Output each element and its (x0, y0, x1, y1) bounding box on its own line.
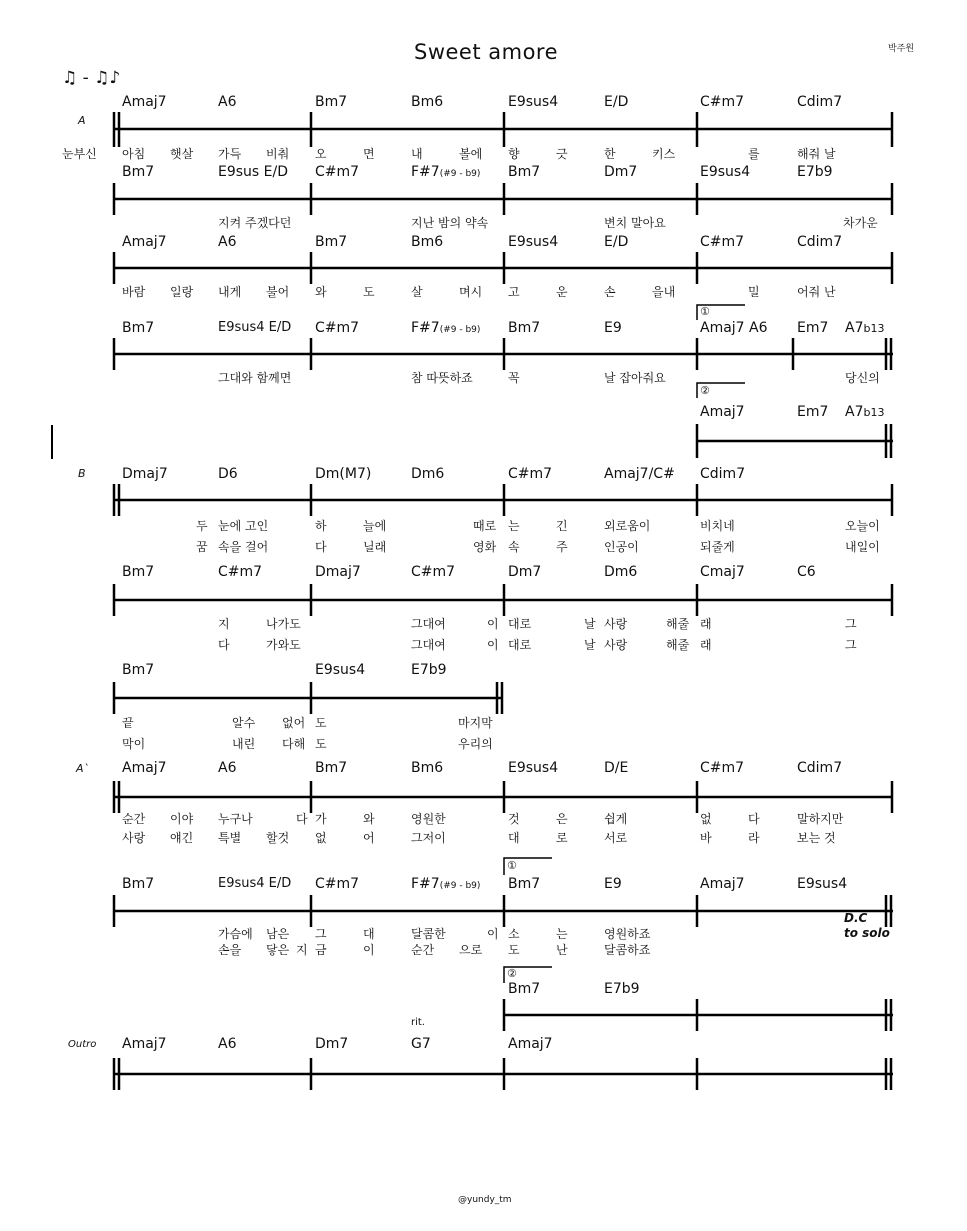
lyric: 지난 밤의 약속 (411, 216, 489, 230)
chord: E9 (604, 876, 622, 892)
lyric: 도 (315, 716, 327, 730)
lyric: 와 (315, 285, 327, 299)
volta-2-number: ② (507, 967, 517, 980)
lyric: 다 (748, 812, 760, 826)
lyric: 눈부신 (62, 147, 97, 161)
lyric: 차가운 (843, 216, 878, 230)
chord: C#m7 (411, 564, 456, 580)
chord: E9sus4 (508, 234, 559, 250)
chord: Dm7 (604, 164, 638, 180)
lyric: 순간 (411, 943, 435, 957)
chord-extension: (#9 - b9) (439, 169, 481, 179)
lyric: 바람 (122, 285, 146, 299)
chord: Cdim7 (700, 466, 746, 482)
chord: C#m7 (700, 234, 745, 250)
lyric: 와 (363, 812, 375, 826)
lyric: 를 (748, 147, 760, 161)
lyric: 내일이 (845, 540, 880, 554)
lyric: 막이 (122, 737, 146, 751)
chord: Bm6 (411, 760, 444, 776)
lyric: 쉽게 (604, 812, 628, 826)
lyric: 변치 말아요 (604, 216, 666, 230)
chord: A6 (218, 234, 237, 250)
chord: Bm7 (122, 876, 155, 892)
lyric: 나가도 (266, 617, 301, 631)
lyric: 순간 (122, 812, 146, 826)
lyric: 이 (487, 617, 499, 631)
lyric: 일랑 (170, 285, 194, 299)
lyric: 난 (556, 943, 568, 957)
chord: Dm(M7) (315, 466, 372, 482)
lyric: 외로움이 (604, 519, 651, 533)
chord-root: A7 (845, 404, 864, 420)
lyric: 할것 (266, 831, 290, 845)
lyric: 그 (845, 638, 857, 652)
lyric: 특별 (218, 831, 242, 845)
chord: Cdim7 (797, 234, 843, 250)
lyric: 속 (508, 540, 520, 554)
lyric: 가와도 (266, 638, 301, 652)
lyric: 래 (700, 617, 712, 631)
lyric: 이 (487, 638, 499, 652)
lyric: 해줄 (666, 638, 690, 652)
footer-credit: @yundy_tm (458, 1195, 512, 1205)
chord: Amaj7 (700, 404, 745, 420)
lyric: 것 (508, 812, 520, 826)
lyric: 우리의 (458, 737, 493, 751)
chord: D/E (604, 760, 629, 776)
lyric: 이 (363, 943, 375, 957)
lyric: 두 (196, 519, 208, 533)
lyric: 사랑 (604, 638, 628, 652)
chord: E9sus4 E/D (218, 876, 292, 891)
lyric: 비치네 (700, 519, 735, 533)
lyric: 지켜 주겠다던 (218, 216, 292, 230)
lyric: 눈에 고인 (218, 519, 269, 533)
chord: D6 (218, 466, 238, 482)
chord: E9sus4 (315, 662, 366, 678)
lyric: 사랑 (122, 831, 146, 845)
lyric: 어 (363, 831, 375, 845)
lyric: 가 (315, 812, 327, 826)
chord: C#m7 (315, 164, 360, 180)
chord: Bm7 (315, 760, 348, 776)
lyric: 살 (411, 285, 423, 299)
lyric: 날 잡아줘요 (604, 371, 666, 385)
lyric: 말하지만 (797, 812, 844, 826)
lyric: 래 (700, 638, 712, 652)
chord: Bm7 (508, 876, 541, 892)
lyric: 소 (508, 927, 520, 941)
chord: Bm7 (315, 234, 348, 250)
lyric: 영원한 (411, 812, 446, 826)
chord-extension: b13 (863, 322, 885, 335)
chord: E9 (604, 320, 622, 336)
lyric: 가득 (218, 147, 242, 161)
chord: E/D (604, 94, 629, 110)
lyric: 그대여 (411, 617, 446, 631)
lyric: 없어 (282, 716, 306, 730)
lyric: 향 (508, 147, 520, 161)
chord: Amaj7 A6 (700, 320, 768, 336)
lyric: 비춰 (266, 147, 290, 161)
chord-root: A7 (845, 320, 864, 336)
lyric: 면 (363, 147, 375, 161)
lyric: 날 (584, 617, 596, 631)
lyric: 그 (315, 927, 327, 941)
chord: C#m7 (508, 466, 553, 482)
chord (411, 320, 480, 336)
lyric: 이 (487, 927, 499, 941)
chord: Amaj7 (122, 234, 167, 250)
chord: Amaj7 (122, 1036, 167, 1052)
lyric: 인공이 (604, 540, 639, 554)
chord: C#m7 (315, 320, 360, 336)
chord: Bm6 (411, 94, 444, 110)
section-label: B (78, 467, 86, 480)
lyric: 마지막 (458, 716, 493, 730)
chord: C#m7 (700, 94, 745, 110)
chord: Bm7 (508, 164, 541, 180)
chord: Dm6 (604, 564, 638, 580)
chord: E9sus4 (700, 164, 751, 180)
lyric: 햇살 (170, 147, 194, 161)
lyric: 그대와 함께면 (218, 371, 292, 385)
chord: Amaj7 (700, 876, 745, 892)
lyric: 되줄게 (700, 540, 735, 554)
chord: C#m7 (315, 876, 360, 892)
lyric: 늘에 (363, 519, 387, 533)
lyric: 고 (508, 285, 520, 299)
chord: C6 (797, 564, 816, 580)
chord (845, 404, 884, 420)
chord: E7b9 (797, 164, 833, 180)
lyric: 지 (296, 943, 308, 957)
lyric: 해줘 날 (797, 147, 836, 161)
lyric: 다해 (282, 737, 306, 751)
lyric: 다 (296, 812, 308, 826)
chord: A6 (218, 1036, 237, 1052)
chord: Cdim7 (797, 94, 843, 110)
lyric: 해줄 (666, 617, 690, 631)
lyric: 그저이 (411, 831, 446, 845)
lyric: 지 (218, 617, 230, 631)
lyric: 달콤한 (411, 927, 446, 941)
lyric: 밀 (748, 285, 760, 299)
chord (845, 320, 884, 336)
song-title: Sweet amore (414, 40, 559, 64)
lyric: 긋 (556, 147, 568, 161)
lyric: 바 (700, 831, 712, 845)
lyric: 손 (604, 285, 616, 299)
tempo-marking: ♫ - ♫♪ (62, 68, 121, 88)
dc-instruction: D.C (844, 911, 868, 925)
lyric: 누구나 (218, 812, 253, 826)
lyric: 끝 (122, 716, 134, 730)
lyric: 달콤하죠 (604, 943, 651, 957)
lyric: 때로 (473, 519, 497, 533)
lyric: 없 (700, 812, 712, 826)
lyric: 는 (508, 519, 520, 533)
chord: E/D (604, 234, 629, 250)
lyric: 알수 (232, 716, 256, 730)
chord: Dm7 (508, 564, 542, 580)
lyric: 다 (315, 540, 327, 554)
lyric: 사랑 (604, 617, 628, 631)
lyric: 키스 (652, 147, 676, 161)
lyric: 로 (556, 831, 568, 845)
lyric: 은 (556, 812, 568, 826)
lyric: 어줘 난 (797, 285, 836, 299)
lyric: 가슴에 (218, 927, 253, 941)
chord-extension: (#9 - b9) (439, 881, 481, 891)
chord: Dm6 (411, 466, 445, 482)
chord: E9sus4 (797, 876, 848, 892)
lyric: 다 (218, 638, 230, 652)
lyric: 아침 (122, 147, 146, 161)
lyric: 볼에 (459, 147, 483, 161)
chord: E9sus4 (508, 760, 559, 776)
volta-2-number: ② (700, 384, 710, 397)
chord: Cmaj7 (700, 564, 745, 580)
lyric: 닐래 (363, 540, 387, 554)
chord: Bm7 (122, 320, 155, 336)
rit-marking: rit. (411, 1017, 425, 1028)
lyric: 는 (556, 927, 568, 941)
chord: Amaj7 (122, 94, 167, 110)
section-label: A` (76, 762, 90, 775)
lyric: 이야 (170, 812, 194, 826)
lyric: 라 (748, 831, 760, 845)
chord: A6 (218, 94, 237, 110)
chord: Em7 (797, 404, 829, 420)
lyric: 을내 (652, 285, 676, 299)
chord: Bm7 (508, 981, 541, 997)
lyric: 대 (363, 927, 375, 941)
chord: E9sus4 (508, 94, 559, 110)
chord: Bm7 (122, 164, 155, 180)
chord-root: F#7 (411, 164, 440, 180)
chord: Bm6 (411, 234, 444, 250)
chord: E9sus4 E/D (218, 320, 292, 335)
lyric: 보는 것 (797, 831, 836, 845)
lyric: 한 (604, 147, 616, 161)
lyric: 며시 (459, 285, 483, 299)
lyric: 대로 (508, 617, 532, 631)
chord: Amaj7 (508, 1036, 553, 1052)
lyric: 도 (508, 943, 520, 957)
lyric: 손을 (218, 943, 242, 957)
lyric: 주 (556, 540, 568, 554)
lyric: 대로 (508, 638, 532, 652)
chord: C#m7 (218, 564, 263, 580)
dc-instruction: to solo (844, 926, 890, 940)
lyric: 대 (508, 831, 520, 845)
lyric: 남은 (266, 927, 290, 941)
lyric: 날 (584, 638, 596, 652)
chord: G7 (411, 1036, 431, 1052)
chord-root: F#7 (411, 876, 440, 892)
lyric: 하 (315, 519, 327, 533)
lyric: 당신의 (845, 371, 880, 385)
lyric: 닿은 (266, 943, 290, 957)
author: 박주원 (888, 44, 915, 54)
lyric: 불어 (266, 285, 290, 299)
chord-root: F#7 (411, 320, 440, 336)
lyric: 그 (845, 617, 857, 631)
lyric: 도 (363, 285, 375, 299)
chord: E7b9 (604, 981, 640, 997)
chord-extension: b13 (863, 406, 885, 419)
chord: Bm7 (315, 94, 348, 110)
section-label: Outro (68, 1039, 97, 1050)
lyric: 긴 (556, 519, 568, 533)
lyric: 내 (411, 147, 423, 161)
chord: E9sus E/D (218, 164, 289, 180)
lyric: 꼭 (508, 371, 520, 385)
chord: Bm7 (122, 564, 155, 580)
chord: Bm7 (122, 662, 155, 678)
lyric: 영화 (473, 540, 497, 554)
chord: Dm7 (315, 1036, 349, 1052)
lyric: 내린 (232, 737, 256, 751)
lyric: 얘긴 (170, 831, 194, 845)
lyric: 내게 (218, 285, 242, 299)
chord: Amaj7 (122, 760, 167, 776)
volta-1-number: ① (700, 305, 710, 318)
chord: Em7 (797, 320, 829, 336)
lyric: 오늘이 (845, 519, 880, 533)
chord: E7b9 (411, 662, 447, 678)
lyric: 영원하죠 (604, 927, 651, 941)
chord (411, 876, 480, 892)
chord: C#m7 (700, 760, 745, 776)
lyric: 속을 걸어 (218, 540, 269, 554)
chord-extension: (#9 - b9) (439, 325, 481, 335)
lyric: 그대여 (411, 638, 446, 652)
lyric: 서로 (604, 831, 628, 845)
volta-1-number: ① (507, 859, 517, 872)
lyric: 꿈 (196, 540, 208, 554)
chord: Cdim7 (797, 760, 843, 776)
chord: Amaj7/C# (604, 466, 675, 482)
chord: Dmaj7 (315, 564, 361, 580)
chord: A6 (218, 760, 237, 776)
lyric: 금 (315, 943, 327, 957)
chord: Bm7 (508, 320, 541, 336)
lyric: 참 따뜻하죠 (411, 371, 473, 385)
lyric: 오 (315, 147, 327, 161)
section-label: A (78, 114, 86, 127)
lyric: 도 (315, 737, 327, 751)
chord (411, 164, 480, 180)
lyric: 으로 (459, 943, 483, 957)
chord: Dmaj7 (122, 466, 168, 482)
lyric: 없 (315, 831, 327, 845)
lyric: 운 (556, 285, 568, 299)
